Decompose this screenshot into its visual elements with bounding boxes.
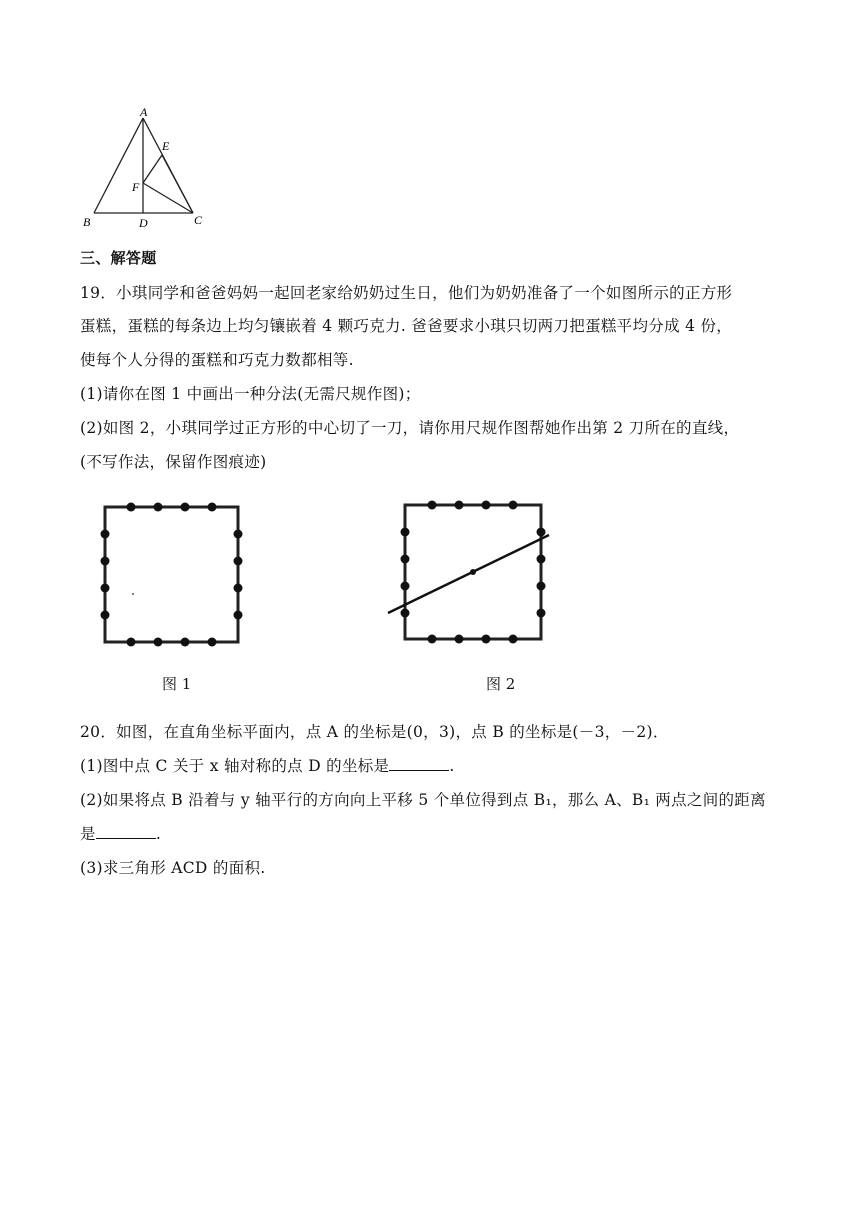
q19-part2-line2: (不写作法，保留作图痕迹) <box>80 453 267 471</box>
figure-2-caption: 图 2 <box>486 675 516 693</box>
label-e: E <box>162 139 170 153</box>
figure-1-square-cake <box>98 500 248 650</box>
label-f: F <box>132 180 140 194</box>
label-c: C <box>194 213 203 227</box>
q20-part1-answer-blank[interactable] <box>389 756 449 771</box>
q19-text-line2: 蛋糕，蛋糕的每条边上均匀镶嵌着 4 颗巧克力. 爸爸要求小琪只切两刀把蛋糕平均分成 4 份， <box>80 317 733 335</box>
q20-part2-end: . <box>155 825 162 843</box>
q20-part1-end: . <box>449 757 455 775</box>
label-d: D <box>139 216 148 230</box>
label-b: B <box>83 215 91 229</box>
q20-text-line1: 20．如图，在直角坐标平面内，点 A 的坐标是(0，3)，点 B 的坐标是(－3，－2)． <box>80 723 669 741</box>
q20-part2-line1: (2)如果将点 B 沿着与 y 轴平行的方向向上平移 5 个单位得到点 B₁，那么 A、B₁ 两点之间的距离 <box>80 791 766 809</box>
q20-part2-line2 <box>80 824 161 844</box>
figure-1-caption: 图 1 <box>162 675 192 693</box>
segment-ef <box>143 155 162 183</box>
segment-ab <box>94 118 143 213</box>
q20-part2-text: 是 <box>80 825 96 843</box>
q19-text-line1: 19．小琪同学和爸爸妈妈一起回老家给奶奶过生日，他们为奶奶准备了一个如图所示的正方形 <box>80 284 733 302</box>
first-cut-line <box>388 535 549 613</box>
q20-part1-text: (1)图中点 C 关于 x 轴对称的点 D 的坐标是 <box>80 757 390 775</box>
q20-part2-answer-blank[interactable] <box>96 824 156 839</box>
q19-part2-line1: (2)如图 2，小琪同学过正方形的中心切了一刀，请你用尺规作图帮她作出第 2 刀所在的直线， <box>80 419 740 437</box>
section-heading: 三、解答题 <box>80 249 157 267</box>
square-center-point <box>470 569 476 575</box>
q20-part3: (3)求三角形 ACD 的面积. <box>80 859 266 877</box>
chocolate-dots <box>101 503 243 647</box>
triangle-figure <box>80 105 210 230</box>
label-a: A <box>140 105 148 119</box>
q19-text-line3: 使每个人分得的蛋糕和巧克力数都相等. <box>80 351 354 369</box>
figure-2-square-cake <box>385 495 555 650</box>
q20-part1 <box>80 756 455 776</box>
q19-part1: (1)请你在图 1 中画出一种分法(无需尺规作图)； <box>80 385 421 403</box>
